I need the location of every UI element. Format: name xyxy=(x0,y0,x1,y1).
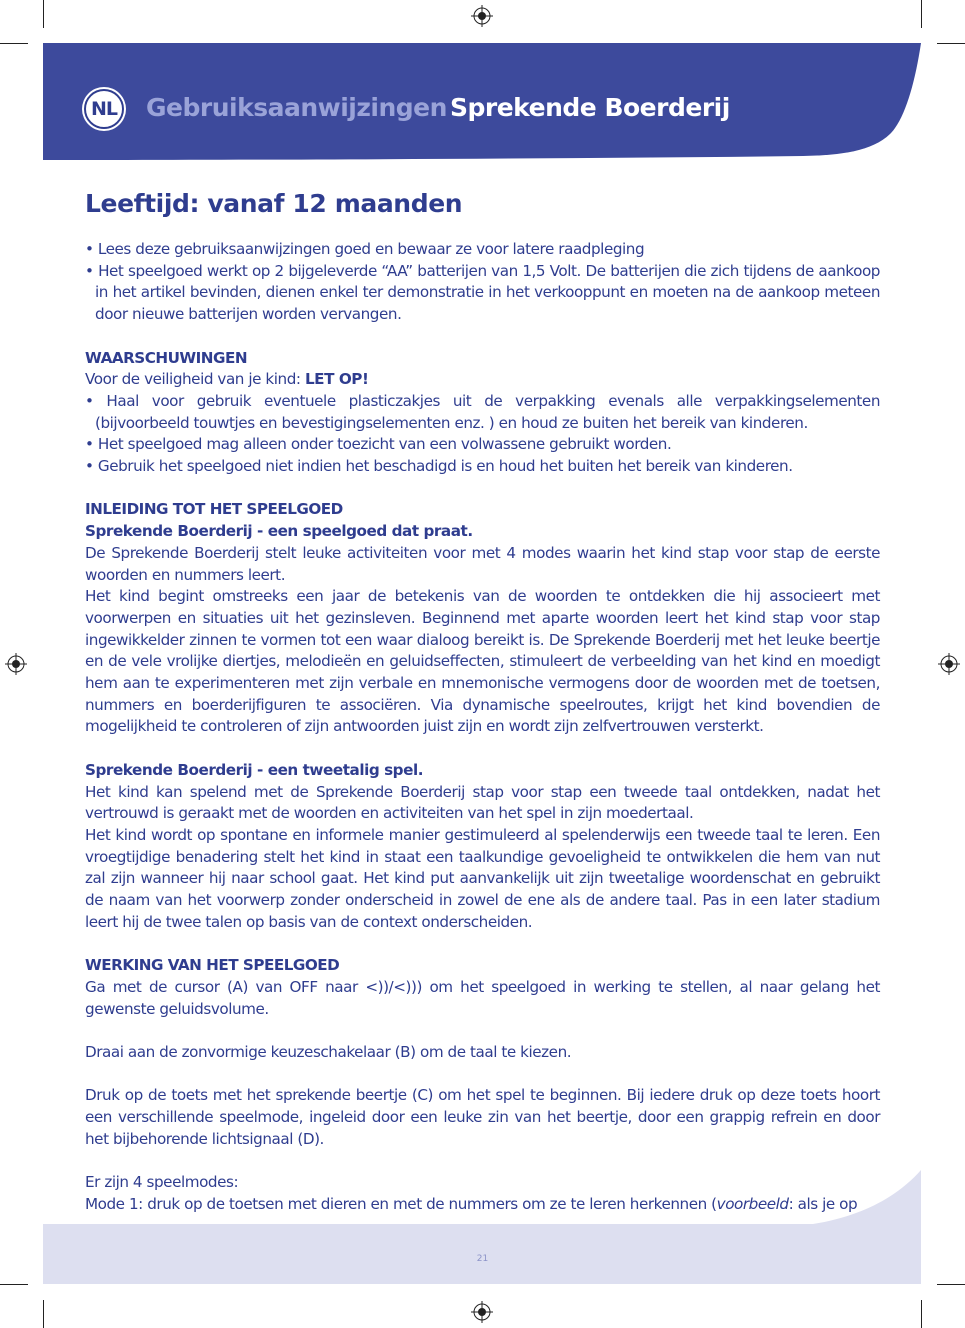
list-item: • Het speelgoed werkt op 2 bijgeleverde “AA” batterijen van 1,5 Volt. De batterijen die zich tijdens de aankoop in het artikel bevinden, dienen enkel ter demonstratie in het verkooppunt en moeten na de aankoop meteen door nieuwe batterijen worden vervangen. xyxy=(85,261,880,324)
paragraph: Het kind wordt op spontane en informele manier gestimuleerd al spelenderwijs een tweede taal te leren. Een vroegtijdige benadering stelt het kind in staat een taalkundige gevoeligheid te ontwikkelen die hem van nut zal zijn wanneer hij naar school gaat. Het kind put aanvankelijk uit zijn tweetalige woordenschat en gebruikt de naam van het voorwerp zonder onderscheid in zowel de ene als de andere taal. Pas in een later stadium leert hij de twee talen op basis van de context onderscheiden. xyxy=(85,825,880,931)
warnings-heading: WAARSCHUWINGEN xyxy=(85,348,248,367)
warnings-emphasis: LET OP! xyxy=(304,370,369,389)
list-item: • Lees deze gebruiksaanwijzingen goed en bewaar ze voor latere raadpleging xyxy=(85,240,645,258)
paragraph: Draai aan de zonvormige keuzeschakelaar (B) om de taal te kiezen. xyxy=(85,1042,572,1061)
paragraph: De Sprekende Boerderij stelt leuke activiteiten voor met 4 modes waarin het kind stap voor stap de eerste woorden en nummers leert. xyxy=(85,543,880,584)
document-type-title: Gebruiksaanwijzingen xyxy=(146,93,447,122)
list-item: • Het speelgoed mag alleen onder toezicht van een volwassene gebruikt worden. xyxy=(85,435,672,454)
crop-mark xyxy=(0,43,28,44)
list-item: • Gebruik het speelgoed niet indien het beschadigd is en houd het buiten het bereik van kinderen. xyxy=(85,457,793,476)
page-number: 21 xyxy=(476,1254,489,1264)
registration-mark-icon xyxy=(938,653,960,675)
paragraph: Ga met de cursor (A) van OFF naar <))/<))) om het speelgoed in werking te stellen, al naar gelang het gewenste geluidsvolume. xyxy=(85,977,880,1018)
mode-description xyxy=(85,1194,880,1216)
language-badge: NL xyxy=(84,89,124,129)
age-heading: Leeftijd: vanaf 12 maanden xyxy=(85,189,463,218)
registration-mark-icon xyxy=(471,5,493,27)
introduction-subheading: Sprekende Boerderij - een speelgoed dat praat. xyxy=(85,522,473,541)
paragraph: Het kind kan spelend met de Sprekende Boerderij stap voor stap een tweede taal ontdekken, nadat het vertrouwd is geraakt met de woorden en activiteiten van het spel in zijn moedertaal. xyxy=(85,782,880,823)
crop-mark xyxy=(43,1300,44,1328)
crop-mark xyxy=(43,0,44,28)
introduction-subheading: Sprekende Boerderij - een tweetalig spel. xyxy=(85,760,424,779)
crop-mark xyxy=(937,43,965,44)
body-text xyxy=(85,239,880,1216)
warnings-lead-text: Voor de veiligheid van je kind: xyxy=(85,370,305,389)
mode-text: Mode 1: druk op de toetsen met dieren en met de nummers om ze te leren herkennen ( xyxy=(85,1194,717,1213)
crop-mark xyxy=(921,1300,922,1328)
mode-example: voorbeeld xyxy=(716,1194,789,1213)
crop-mark xyxy=(937,1284,965,1285)
product-title: Sprekende Boerderij xyxy=(450,93,730,122)
warnings-lead xyxy=(85,369,880,391)
operation-heading: WERKING VAN HET SPEELGOED xyxy=(85,956,340,975)
introduction-heading: INLEIDING TOT HET SPEELGOED xyxy=(85,500,343,519)
registration-mark-icon xyxy=(5,653,27,675)
main-content xyxy=(85,182,880,1216)
crop-mark xyxy=(921,0,922,28)
registration-mark-icon xyxy=(471,1301,493,1323)
list-item: • Haal voor gebruik eventuele plasticzakjes uit de verpakking evenals alle verpakkingselementen (bijvoorbeeld touwtjes en bevestigingselementen enz. ) en houd ze buiten het bereik van kinderen. xyxy=(85,391,880,432)
mode-text: : als je op xyxy=(788,1194,858,1213)
paragraph: Het kind begint omstreeks een jaar de betekenis van de woorden te ontdekken die hij associeert met voorwerpen en situaties uit het gezinsleven. Beginnend met aparte woorden leert het kind stap voor stap ingewikkelder zinnen te vormen tot een waar dialoog bereikt is. De Sprekende Boerderij met het leuke beertje en de vele vrolijke diertjes, melodieën en geluidseffecten, stimuleert de verbeelding van het kind en moedigt hem aan te experimenteren met zijn verbale en mnemonische vermogens door de woorden met de toetsen, nummers en boerderijfiguren te associëren. Via dynamische speelroutes, krijgt het kind bovendien de mogelijkheid te controleren of zijn antwoorden juist zijn en wordt zijn zelfvertrouwen versterkt. xyxy=(85,587,880,736)
paragraph: Er zijn 4 speelmodes: xyxy=(85,1173,239,1192)
crop-mark xyxy=(0,1284,28,1285)
paragraph: Druk op de toets met het sprekende beertje (C) om het spel te beginnen. Bij iedere druk op deze toets hoort een verschillende speelmode, ingeleid door een leuke zin van het beertje, door een grappig refrein en door het bijbehorende lichtsignaal (D). xyxy=(85,1086,880,1148)
